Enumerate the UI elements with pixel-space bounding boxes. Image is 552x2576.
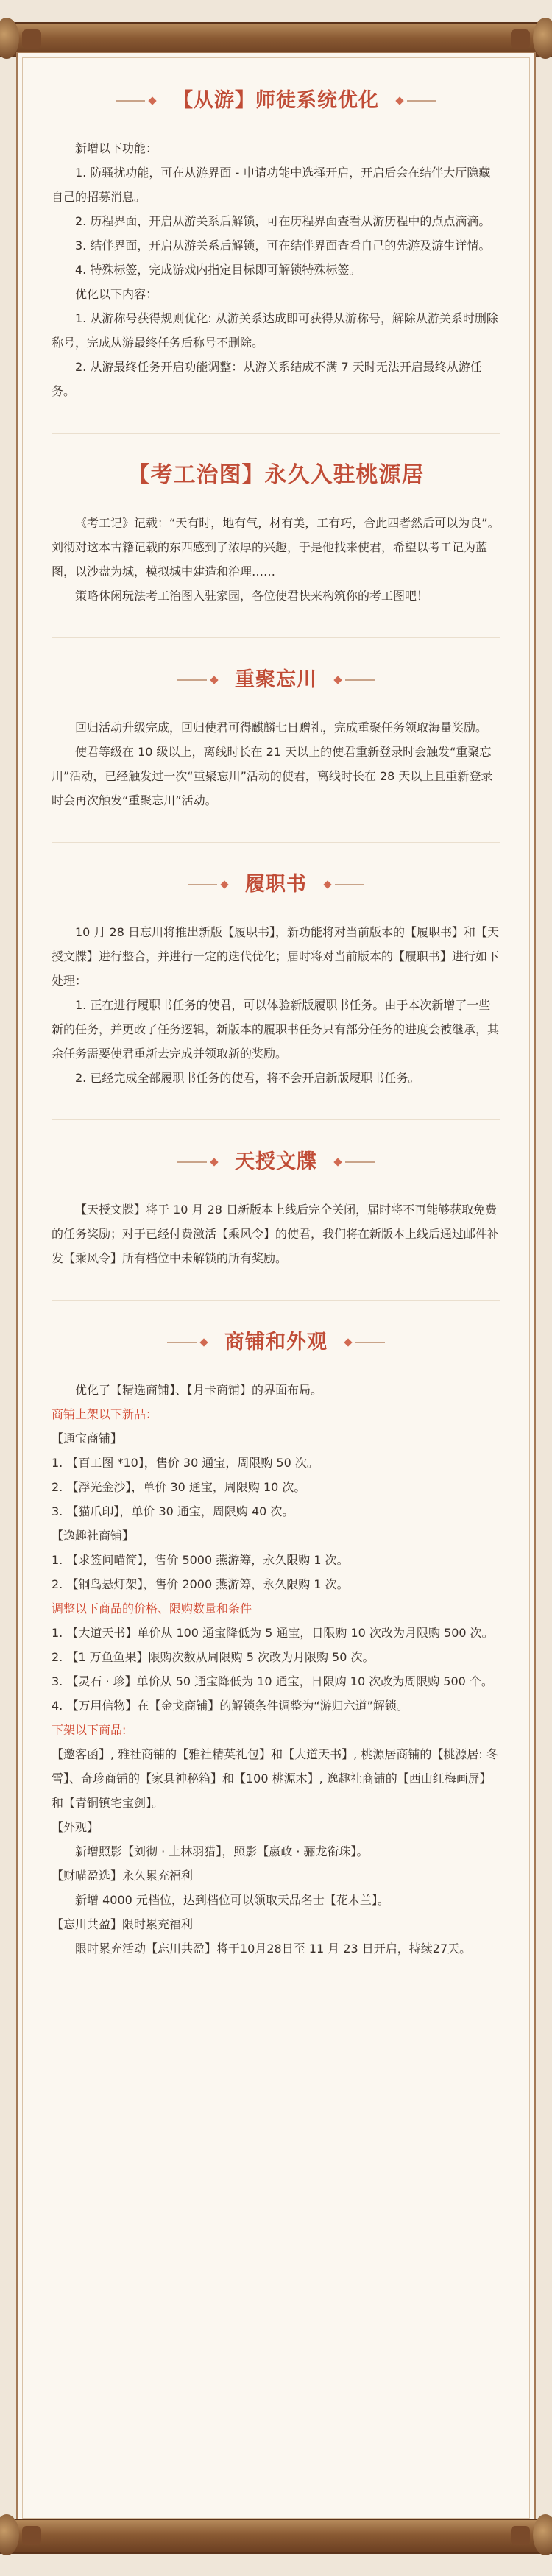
- scroll-rod-bottom: [0, 2519, 552, 2554]
- paragraph: 3. 结伴界面，开启从游关系后解锁，可在结伴界面查看自己的先游及游生详情。: [75, 238, 491, 252]
- rod-knob-right: [511, 29, 530, 49]
- ornament-left: [188, 882, 232, 888]
- section-title: 【考工治图】永久入驻桃源居: [127, 462, 425, 488]
- section-divider: [52, 1119, 500, 1120]
- section-title: 【从游】师徒系统优化: [173, 89, 379, 112]
- section-title: 天授文牒: [235, 1150, 317, 1173]
- section-kaogong: [52, 463, 500, 608]
- ornament-right: [330, 1159, 375, 1165]
- subheading: 商铺上架以下新品：: [52, 1407, 158, 1421]
- list-item: 4. 【万用信物】在【金戈商铺】的解锁条件调整为“游归六道”解锁。: [52, 1699, 408, 1713]
- section-divider: [52, 1300, 500, 1301]
- section-divider: [52, 637, 500, 638]
- paragraph: 【逸趣社商铺】: [52, 1529, 135, 1543]
- rod-knob-left: [22, 29, 41, 49]
- rod-knob-right: [511, 2526, 530, 2545]
- paragraph: 新增照影【刘彻 · 上林羽猎】，照影【嬴政 · 骊龙衔珠】。: [75, 1844, 369, 1858]
- paragraph: 【外观】: [52, 1820, 99, 1834]
- paragraph: 策略休闲玩法考工治图入驻家园，各位使君快来构筑你的考工图吧！: [75, 589, 429, 603]
- section-duty-book: [52, 872, 500, 1090]
- section-divider: [52, 433, 500, 434]
- ornament-left: [167, 1340, 211, 1345]
- paragraph: 《考工记》记载：“天有时，地有气，材有美，工有巧，合此四者然后可以为良”。刘彻对这本古籍记载的东西感到了浓厚的兴趣，于是他找来使君，希望以考工记为蓝图，以沙盘为城，模拟城中建造和治理……: [52, 516, 500, 578]
- paragraph: 1. 防骚扰功能，可在从游界面 - 申请功能中选择开启，开启后会在结伴大厅隐藏自己的招募消息。: [52, 166, 491, 204]
- paragraph: 限时累充活动【忘川共盈】将于10月28日至 11 月 23 日开启，持续27天。: [75, 1942, 472, 1956]
- paragraph: 【财喵盈选】永久累充福利: [52, 1869, 194, 1883]
- ornament-right: [341, 1340, 385, 1345]
- paragraph: 4. 特殊标签，完成游戏内指定目标即可解锁特殊标签。: [75, 263, 361, 277]
- section-heading: [52, 88, 500, 113]
- paragraph: 【忘川共盈】限时累充福利: [52, 1917, 194, 1931]
- ornament-left: [177, 1159, 222, 1165]
- paragraph: 10 月 28 日忘川将推出新版【履职书】，新功能将对当前版本的【履职书】和【天授文牒】进行整合，并进行一定的迭代优化；届时将对当前版本的【履职书】进行如下处理：: [52, 925, 500, 988]
- list-item: 2. 【1 万鱼鱼果】限购次数从周限购 5 次改为月限购 50 次。: [52, 1650, 375, 1664]
- ornament-right: [320, 882, 364, 888]
- paragraph: 【通宝商铺】: [52, 1432, 123, 1446]
- list-item: 1. 【百工图 *10】，售价 30 通宝，周限购 50 次。: [52, 1456, 319, 1470]
- list-item: 3. 【灵石 · 珍】单价从 50 通宝降低为 10 通宝，日限购 10 次改为周限购 500 个。: [52, 1674, 493, 1688]
- paragraph: 【邀客函】, 雅社商铺的【雅社精英礼包】和【大道天书】, 桃源居商铺的【桃源居: 冬雪】、奇珍商铺的【家具神秘箱】和【100 桃源木】, 逸趣社商铺的【西山红梅画屏】和【青铜镇宅宝剑】。: [52, 1747, 498, 1810]
- paragraph: 回归活动升级完成，回归使君可得麒麟七日赠礼，完成重聚任务领取海量奖励。: [75, 721, 488, 735]
- ornament-left: [177, 677, 222, 683]
- paragraph: 优化以下内容：: [75, 287, 158, 301]
- paragraph: 使君等级在 10 级以上，离线时长在 21 天以上的使君重新登录时会触发“重聚忘川”活动，已经触发过一次“重聚忘川”活动的使君，离线时长在 28 天以上且重新登录时会再次触发“重聚忘川”活动。: [52, 745, 493, 807]
- announcement-content: [52, 59, 500, 1990]
- paragraph: 1. 正在进行履职书任务的使君，可以体验新版履职书任务。由于本次新增了一些新的任务，并更改了任务逻辑，新版本的履职书任务只有部分任务的进度会被继承，其余任务需要使君重新去完成并领取新的奖励。: [52, 998, 500, 1061]
- section-shop: [52, 1330, 500, 1961]
- paragraph: 2. 从游最终任务开启功能调整：从游关系结成不满 7 天时无法开启最终从游任务。: [52, 360, 482, 398]
- paragraph: 2. 历程界面，开启从游关系后解锁，可在历程界面查看从游历程中的点点滴滴。: [75, 214, 491, 228]
- ornament-right: [392, 98, 436, 104]
- list-item: 1. 【求签问喵简】，售价 5000 燕游筹，永久限购 1 次。: [52, 1553, 349, 1567]
- subheading: 调整以下商品的价格、限购数量和条件: [52, 1602, 252, 1616]
- section-heading: [52, 1150, 500, 1174]
- list-item: 1. 【大道天书】单价从 100 通宝降低为 5 通宝，日限购 10 次改为月限购 500 次。: [52, 1626, 494, 1640]
- section-heading: [52, 463, 500, 487]
- paragraph: 2. 已经完成全部履职书任务的使君，将不会开启新版履职书任务。: [75, 1071, 420, 1085]
- paragraph: 1. 从游称号获得规则优化: 从游关系达成即可获得从游称号，解除从游关系时删除称号，完成从游最终任务后称号不删除。: [52, 311, 498, 350]
- section-title: 重聚忘川: [235, 668, 317, 691]
- section-heading: [52, 872, 500, 896]
- subheading: 下架以下商品:: [52, 1723, 127, 1737]
- ornament-right: [330, 677, 375, 683]
- paragraph: 新增以下功能：: [75, 141, 158, 155]
- ornament-left: [116, 98, 160, 104]
- paragraph: 优化了【精选商铺】、【月卡商铺】的界面布局。: [75, 1383, 323, 1397]
- paragraph: 新增 4000 元档位，达到档位可以领取天品名士【花木兰】。: [75, 1893, 389, 1907]
- rod-cap-left: [0, 2514, 19, 2555]
- section-title: 履职书: [245, 873, 307, 896]
- list-item: 2. 【铜鸟悬灯架】，售价 2000 燕游筹，永久限购 1 次。: [52, 1577, 349, 1591]
- section-tianshou: [52, 1150, 500, 1270]
- section-title: 商铺和外观: [224, 1331, 328, 1354]
- rod-knob-left: [22, 2526, 41, 2545]
- section-heading: [52, 668, 500, 692]
- section-reunion: [52, 668, 500, 813]
- section-heading: [52, 1330, 500, 1354]
- list-item: 2. 【浮光金沙】，单价 30 通宝，周限购 10 次。: [52, 1480, 306, 1494]
- rod-cap-right: [533, 2514, 552, 2555]
- list-item: 3. 【猫爪印】，单价 30 通宝，周限购 40 次。: [52, 1504, 294, 1518]
- section-mentorship: [52, 88, 500, 403]
- section-divider: [52, 842, 500, 843]
- paragraph: 【天授文牒】将于 10 月 28 日新版本上线后完全关闭，届时将不再能够获取免费的任务奖励；对于已经付费激活【乘风令】的使君，我们将在新版本上线后通过邮件补发【乘风令】所有档位中未解锁的所有奖励。: [52, 1203, 500, 1265]
